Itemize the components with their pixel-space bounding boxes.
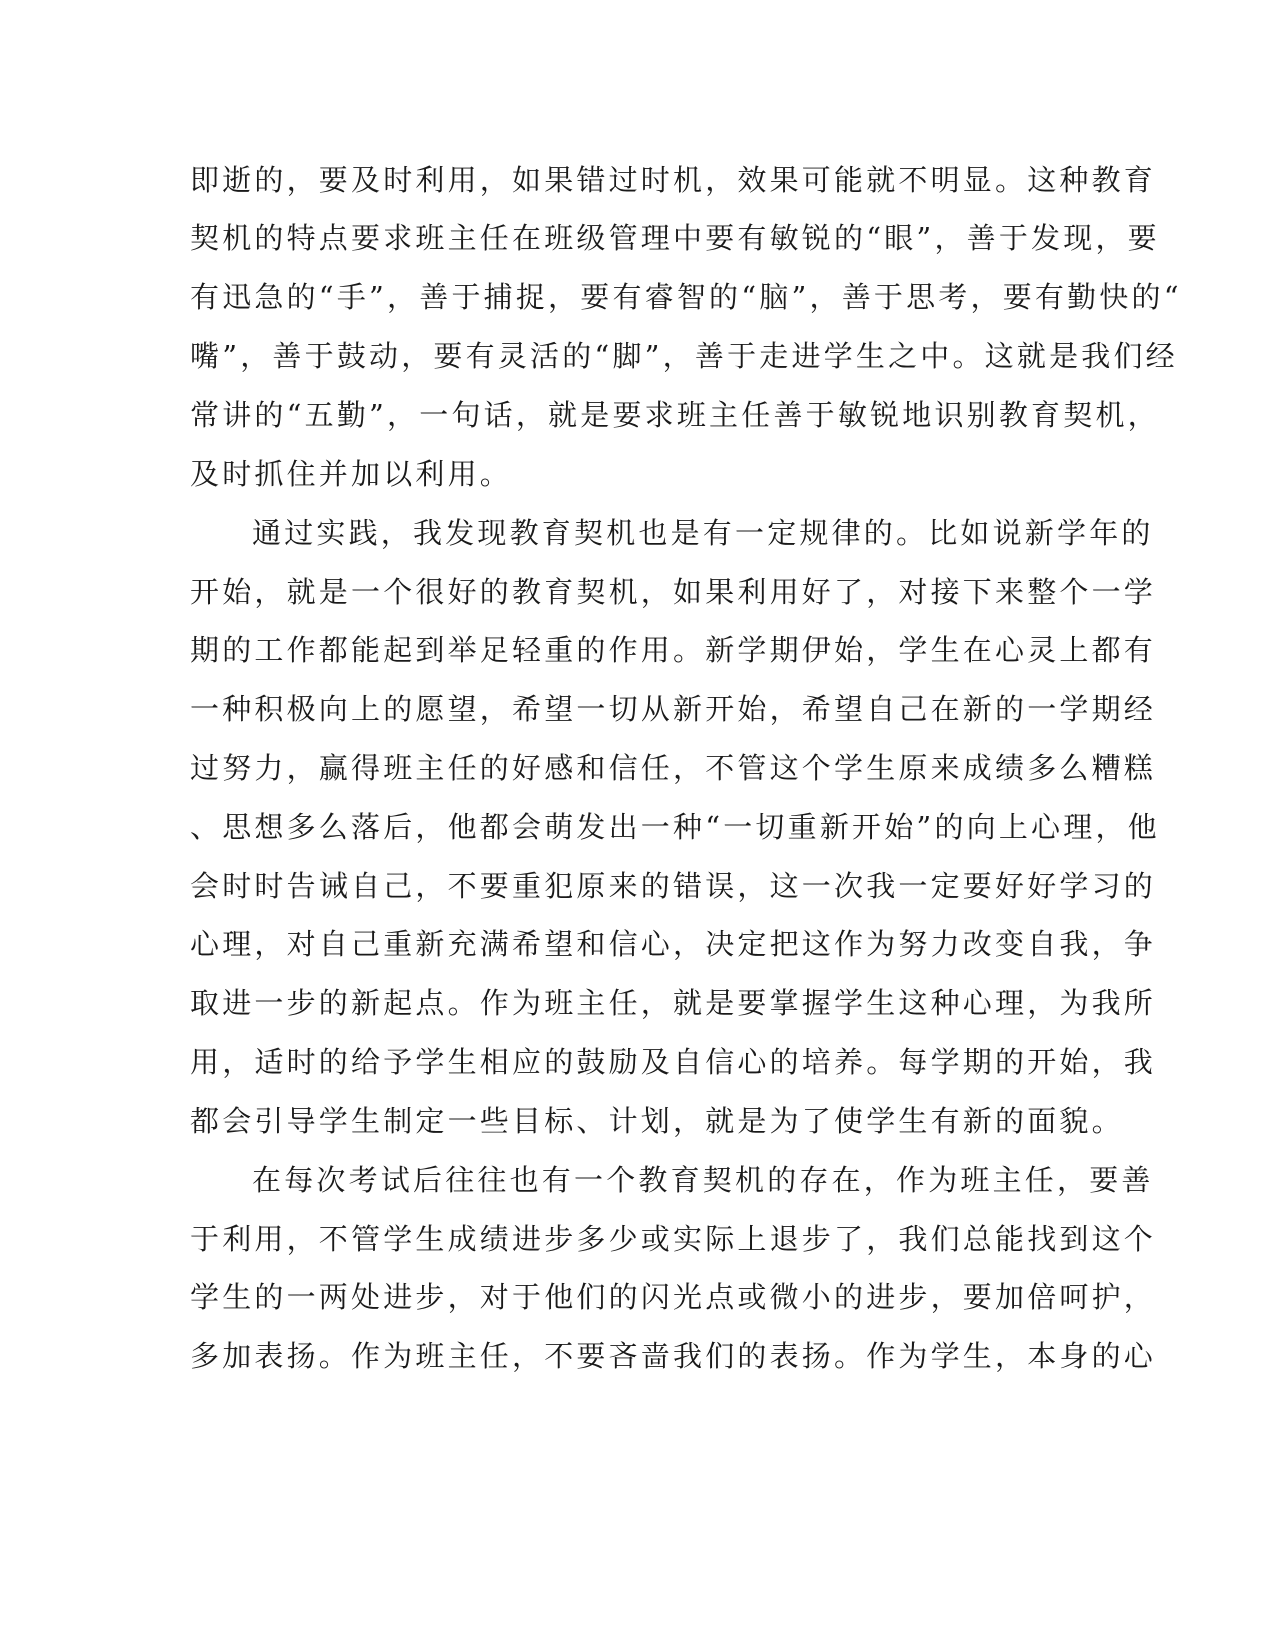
text-line: 嘴”，善于鼓动，要有灵活的“脚”，善于走进学生之中。这就是我们经 bbox=[190, 339, 1178, 373]
text-line: 及时抓住并加以利用。 bbox=[190, 457, 513, 491]
paragraph-first-line: 通过实践，我发现教育契机也是有一定规律的。比如说新学年的 bbox=[252, 516, 1154, 550]
text-line: 取进一步的新起点。作为班主任，就是要掌握学生这种心理，为我所 bbox=[190, 986, 1157, 1020]
text-line: 会时时告诫自己，不要重犯原来的错误，这一次我一定要好好学习的 bbox=[190, 869, 1157, 903]
text-line: 期的工作都能起到举足轻重的作用。新学期伊始，学生在心灵上都有 bbox=[190, 633, 1157, 667]
text-line: 心理，对自己重新充满希望和信心，决定把这作为努力改变自我，争 bbox=[190, 927, 1157, 961]
text-line: 学生的一两处进步，对于他们的闪光点或微小的进步，要加倍呵护， bbox=[190, 1280, 1157, 1314]
text-line: 即逝的，要及时利用，如果错过时机，效果可能就不明显。这种教育 bbox=[190, 163, 1157, 197]
text-line: 、思想多么落后，他都会萌发出一种“一切重新开始”的向上心理，他 bbox=[190, 810, 1160, 844]
text-line: 过努力，赢得班主任的好感和信任，不管这个学生原来成绩多么糟糕 bbox=[190, 751, 1157, 785]
text-line: 常讲的“五勤”，一句话，就是要求班主任善于敏锐地识别教育契机， bbox=[190, 398, 1160, 432]
text-line: 一种积极向上的愿望，希望一切从新开始，希望自己在新的一学期经 bbox=[190, 692, 1157, 726]
text-line: 契机的特点要求班主任在班级管理中要有敏锐的“眼”，善于发现，要 bbox=[190, 221, 1160, 255]
text-line: 有迅急的“手”，善于捕捉，要有睿智的“脑”，善于思考，要有勤快的“ bbox=[190, 280, 1182, 314]
paragraph-first-line: 在每次考试后往往也有一个教育契机的存在，作为班主任，要善 bbox=[252, 1163, 1154, 1197]
text-line: 都会引导学生制定一些目标、计划，就是为了使学生有新的面貌。 bbox=[190, 1104, 1124, 1138]
text-line: 开始，就是一个很好的教育契机，如果利用好了，对接下来整个一学 bbox=[190, 575, 1157, 609]
text-line: 多加表扬。作为班主任，不要吝啬我们的表扬。作为学生，本身的心 bbox=[190, 1339, 1157, 1373]
text-line: 用，适时的给予学生相应的鼓励及自信心的培养。每学期的开始，我 bbox=[190, 1045, 1157, 1079]
text-line: 于利用，不管学生成绩进步多少或实际上退步了，我们总能找到这个 bbox=[190, 1222, 1157, 1256]
